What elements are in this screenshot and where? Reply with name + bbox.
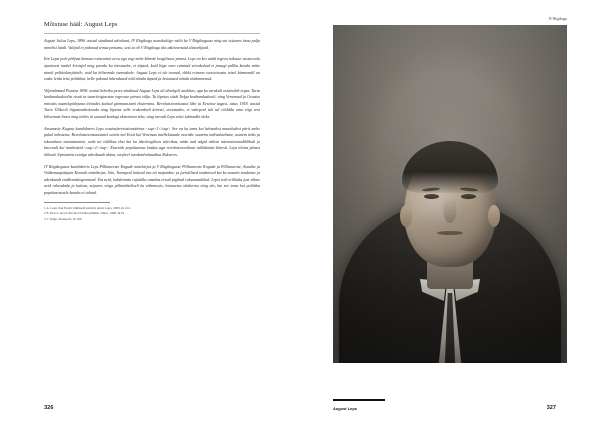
footnote-2: 2 E. Kivvo. Kord olin ma rööviku püüdik. Olion, 1996, lk 61. (44, 211, 126, 216)
caption-rule (333, 399, 385, 401)
footnote-divider (44, 202, 110, 203)
footnote-3: 3 J. Valge. Punased I, lk 160. (44, 216, 83, 221)
footnote-1: 1 A. Leps. Kui Eestit vältmseld juristid. Ando Leps, 2009, lk 122. (44, 205, 131, 210)
running-head: IV Riigikogu (548, 17, 567, 21)
title-divider (44, 33, 260, 34)
photo-caption: August Leps (333, 406, 357, 411)
portrait-photo (333, 25, 567, 363)
paragraph-4: Asstanssie Koguse kandidaeris Leps sotsinaferoistsionäärina.<sup>1</sup> See on ka tema kui kehvudest maaoludest pärit mehe pukul mõistetav. Revolutsioonsiaastatel sveitis mii Eesti kui Venemaa intellektuaale esserdie suureim individualisme, usarem tiöks ja iskuvahuse tunnustamine, seda nii isiklikus eksi kui ka ideoloogilises tulevikus, mida nad nägid rahem internationaaliklikult ja laicenalt kui marksistid.<sup>2</sup> Esseride populaarsus kaskus aga revolutsioonilaste mõõdumist kiiresti. Leps töötas pärast ülikooli löpetamist esialgu advokaadi abina, seejärel vandeadvokaadina Rakveres. (44, 125, 260, 157)
spread-gutter (300, 0, 301, 428)
page-number-right: 327 (546, 405, 556, 411)
paragraph-3: Viljandimaal Puiatus 1896. aastal kehviku peres sündinud August Leps oli ühvelgelt andekas, aga ka rarakult osisinaleb ergas. Tartu kaubanduskoolist risati ta taasriivigiarstae tegevuse pärast välja. Ta löpetas siiski Valga kaubanduskooli, ning Venemaal ja Grusias miivatis naamlupidajana töötades kaitsid gümnaasiumi eksternina. Revolutsioonisastut läbi ta Eestisse tagasi, astus 1918. aastal Tartu Ülikooli õigusteaduskonda ning löpetas selle erakordselt kiiresti, arvestades, et vahepeal tuli tal rööldda oma viigi eest hilisemast lisast ning tööles ai saanud kuidagi ekstrenina teha, ning raevalt Leps selat tahtnudki oleks. (44, 87, 260, 119)
page-title: Mõistuse hääl: August Leps (44, 21, 118, 28)
right-page (300, 0, 600, 428)
page-number-left: 326 (44, 405, 54, 411)
paragraph-1: August Julius Leps, 1896. aastal sündinud advokaat, IV Riigikogu asendusliige valiti ka V Riigikogusse ning sai sejuures üsna palju nimelisi hääli. Valijad ei pidanud temas pettuma, sest ta oli V Riigikogu üks aktiivsemaid sõnavõtjaid. (44, 38, 260, 50)
left-page-text-column (44, 21, 260, 222)
photo-vignette (333, 25, 567, 363)
paragraph-5: IV Riigikogusse kandideeris Leps Põllumeeste Kogude nimekirjas ja V Riigikogusse Põllumeeste Kogude ja Põllumeeste, Asunike ja Väikemaapidajate Koondu nimekirjas. Siin, Toompeal kulusid ära nii majandus- ja juriidilised teadmised kui ka maaelu tundmine ja advokaadi vaidlemiskogemused. Ent neid, kahtlemata rajiaklke omadus evisid pigihad rahvasaadikud. Lepsi treb erilikuks just võime neid rakendada ja kaitsta, sejuures veiga põhimõtteliselt ka vähemusis, lootusetus olukorras ning siis, kui see tema kui poliitiku populaarsusele kasuks ei tulnud. (44, 163, 260, 195)
paragraph-2: Ent Lepsi pole põhjust kinnata esinemiste arvu ega vegi mitte kõnede loogilisuse pärast. Leps on kes näidi tegeva isiksuse vastuvoolu ujumisest naskel krisisjal ning paraku ka töestuseks, et täpsed, kuid liiga vara catataid seisukohad ei pruugi pallka kasuks mitte ainult poliitiskarjäärile, vaid ka hilisemale tunnuskole. August Leps ei ole toonud, ehkki esimese isesisvisusta teisel kümnendil on raske leida teist poliitikut, kelle paknud lahendused olid nõnda täpsed ja hoiatused nõnda täidemnenud. (44, 56, 260, 82)
